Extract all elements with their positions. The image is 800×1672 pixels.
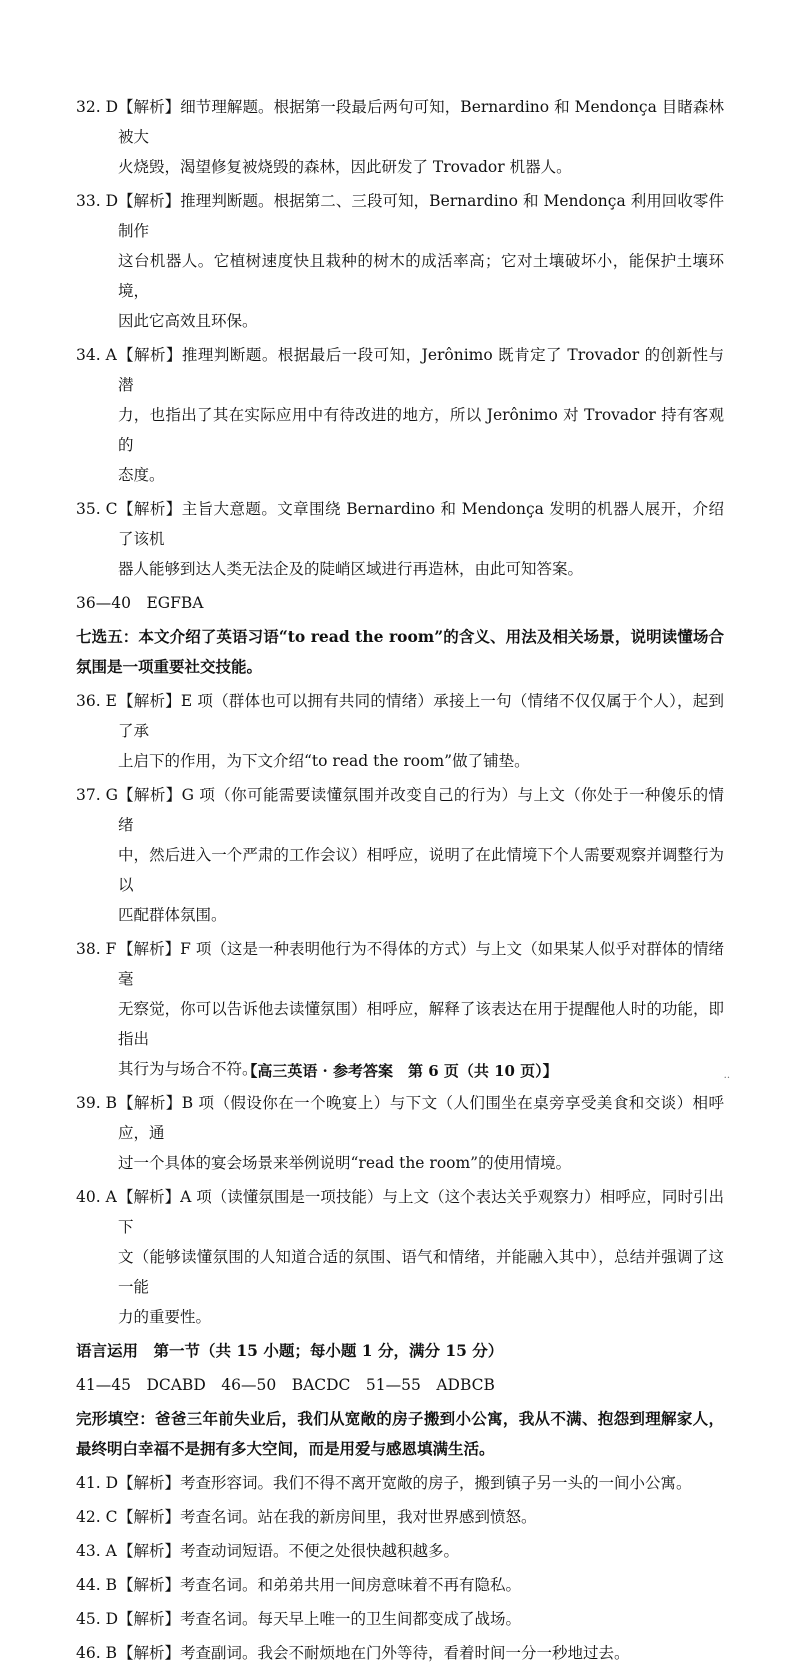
corner-mark: .. (723, 1070, 730, 1081)
explanation-line: 因此它高效且环保。 (118, 312, 258, 330)
answer-number: 37. G (76, 786, 118, 804)
answer-entry-36 (76, 686, 724, 776)
explanation-line: 力的重要性。 (118, 1308, 212, 1326)
explanation-line: 过一个具体的宴会场景来举例说明“read the room”的使用情境。 (118, 1154, 572, 1172)
answer-number: 32. D (76, 98, 119, 116)
page-footer: 【高三英语 · 参考答案 第 6 页（共 10 页）】 (242, 1062, 558, 1080)
explanation-line: 【解析】E 项（群体也可以拥有共同的情绪）承接上一句（情绪不仅仅属于个人），起到了承 (118, 692, 724, 740)
answer-entry-40 (76, 1182, 724, 1332)
answer-number: 35. C (76, 500, 118, 518)
answer-entry-45 (76, 1604, 724, 1634)
explanation-line: 力，也指出了其在实际应用中有待改进的地方，所以 Jerônimo 对 Trovador 持有客观的 (118, 406, 724, 454)
explanation-line: 【解析】考查副词。我会不耐烦地在门外等待，看着时间一分一秒地过去。 (118, 1644, 630, 1662)
answer-number: 42. C (76, 1508, 118, 1526)
explanation-line: 【解析】考查名词。和弟弟共用一间房意味着不再有隐私。 (118, 1576, 522, 1594)
answer-entry-41 (76, 1468, 724, 1498)
explanation-line: 【解析】考查名词。站在我的新房间里，我对世界感到愤怒。 (118, 1508, 537, 1526)
explanation-line: 【解析】细节理解题。根据第一段最后两句可知，Bernardino 和 Mendonça 目睹森林被大 (118, 98, 724, 146)
explanation-line: 【解析】推理判断题。根据最后一段可知，Jerônimo 既肯定了 Trovador 的创新性与潜 (118, 346, 724, 394)
answers-41-55: 41—45 DCABD 46—50 BACDC 51—55 ADBCB (76, 1376, 495, 1394)
answer-entry-33 (76, 186, 724, 336)
answer-entry-39 (76, 1088, 724, 1178)
answer-entry-32 (76, 92, 724, 182)
explanation-line: 上启下的作用，为下文介绍“to read the room”做了铺垫。 (118, 752, 530, 770)
explanation-line: 【解析】考查动词短语。不便之处很快越积越多。 (118, 1542, 460, 1560)
explanation-line: 态度。 (118, 466, 165, 484)
answer-number: 43. A (76, 1542, 117, 1560)
answer-entry-37 (76, 780, 724, 930)
answer-number: 39. B (76, 1094, 117, 1112)
explanation-line: 【解析】推理判断题。根据第二、三段可知，Bernardino 和 Mendonça 利用回收零件制作 (118, 192, 724, 240)
language-use-heading: 语言运用 第一节（共 15 小题；每小题 1 分，满分 15 分） (76, 1341, 504, 1360)
explanation-line: 器人能够到达人类无法企及的陡峭区域进行再造林，由此可知答案。 (118, 560, 584, 578)
answer-entry-43 (76, 1536, 724, 1566)
explanation-line: 【解析】考查形容词。我们不得不离开宽敞的房子，搬到镇子另一头的一间小公寓。 (118, 1474, 692, 1492)
explanation-line: 【解析】主旨大意题。文章围绕 Bernardino 和 Mendonça 发明的机器人展开，介绍了该机 (118, 500, 724, 548)
explanation-line: 中，然后进入一个严肃的工作会议）相呼应，说明了在此情境下个人需要观察并调整行为以 (118, 846, 724, 894)
cloze-summary: 完形填空：爸爸三年前失业后，我们从宽敞的房子搬到小公寓，我从不满、抱怨到理解家人，最终明白幸福不是拥有多大空间，而是用爱与感恩填满生活。 (76, 1409, 724, 1458)
explanation-line: 【解析】考查名词。每天早上唯一的卫生间都变成了战场。 (118, 1610, 522, 1628)
answer-entry-35 (76, 494, 724, 584)
answer-number: 33. D (76, 192, 119, 210)
explanation-line: 文（能够读懂氛围的人知道合适的氛围、语气和情绪，并能融入其中），总结并强调了这一能 (118, 1248, 724, 1296)
answer-number: 41. D (76, 1474, 119, 1492)
answer-number: 36. E (76, 692, 117, 710)
answer-entry-34 (76, 340, 724, 490)
answer-entry-42 (76, 1502, 724, 1532)
explanation-line: 匹配群体氛围。 (118, 906, 227, 924)
section-seven-summary: 七选五：本文介绍了英语习语“to read the room”的含义、用法及相关场景，说明读懂场合氛围是一项重要社交技能。 (76, 627, 724, 676)
explanation-line: 【解析】A 项（读懂氛围是一项技能）与上文（这个表达关乎观察力）相呼应，同时引出下 (118, 1188, 724, 1236)
answer-entry-44 (76, 1570, 724, 1600)
answer-content (76, 92, 724, 1672)
explanation-line: 【解析】F 项（这是一种表明他行为不得体的方式）与上文（如果某人似乎对群体的情绪毫 (118, 940, 724, 988)
explanation-line: 【解析】G 项（你可能需要读懂氛围并改变自己的行为）与上文（你处于一种傻乐的情绪 (118, 786, 724, 834)
explanation-line: 这台机器人。它植树速度快且栽种的树木的成活率高；它对土壤破坏小，能保护土壤环境， (118, 252, 724, 300)
answer-number: 34. A (76, 346, 117, 364)
answer-number: 44. B (76, 1576, 117, 1594)
answer-number: 46. B (76, 1644, 117, 1662)
explanation-line: 无察觉，你可以告诉他去读懂氛围）相呼应，解释了该表达在用于提醒他人时的功能，即指出 (118, 1000, 724, 1048)
answer-number: 40. A (76, 1188, 117, 1206)
explanation-line: 【解析】B 项（假设你在一个晚宴上）与下文（人们围坐在桌旁享受美食和交谈）相呼应，通 (118, 1094, 724, 1142)
answers-36-40: 36—40 EGFBA (76, 594, 204, 612)
answer-entry-46 (76, 1638, 724, 1668)
explanation-line: 其行为与场合不符。 (118, 1060, 258, 1078)
explanation-line: 火烧毁，渴望修复被烧毁的森林，因此研发了 Trovador 机器人。 (118, 158, 572, 176)
answer-number: 38. F (76, 940, 117, 958)
answer-number: 45. D (76, 1610, 119, 1628)
